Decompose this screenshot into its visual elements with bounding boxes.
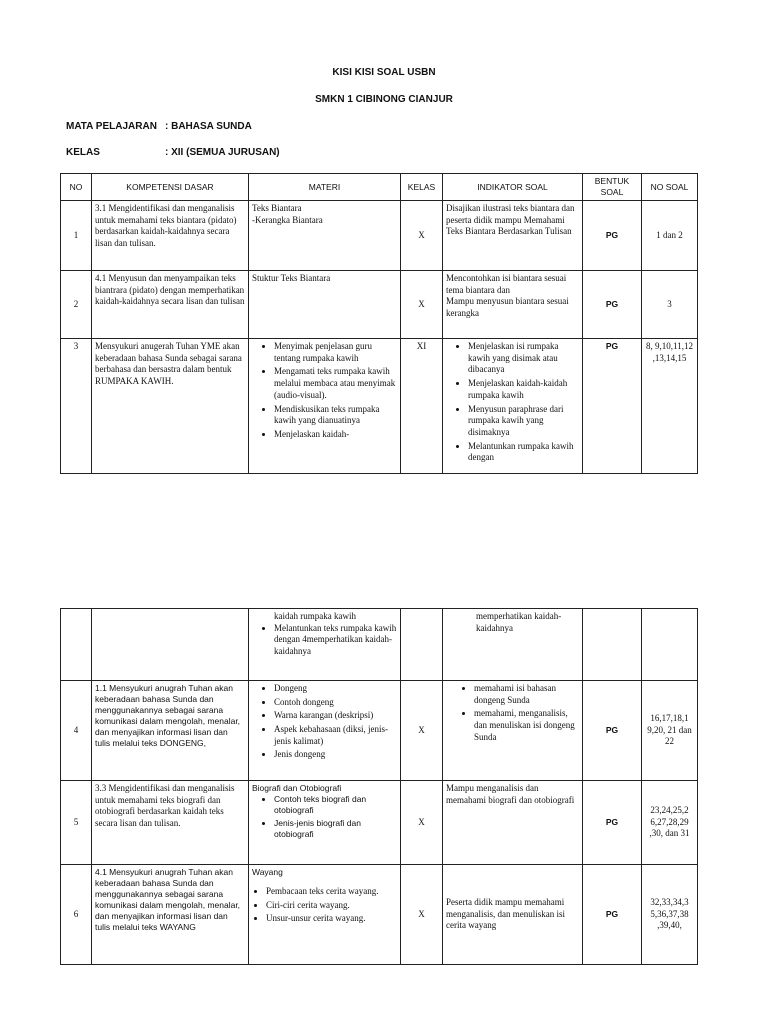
materi-title: Wayang <box>252 867 283 877</box>
row-bentuk <box>583 609 642 681</box>
list-item: • Menjelaskan kaidah- <box>274 429 397 441</box>
row-bentuk: PG <box>583 681 642 781</box>
row-no-soal: 23,24,25,2 6,27,28,29 ,30, dan 31 <box>642 781 698 865</box>
row-no: 3 <box>61 339 92 474</box>
row-bentuk: PG <box>583 201 642 271</box>
col-kelas: KELAS <box>401 174 443 201</box>
row-indikator <box>443 271 583 339</box>
materi-list <box>252 886 397 925</box>
list-item: • Menjelaskan isi rumpaka kawih yang disimak atau dibacanya <box>468 341 579 376</box>
row-no-soal: 8, 9,10,11,12 ,13,14,15 <box>642 339 698 474</box>
row-no: 1 <box>61 201 92 271</box>
table-row <box>61 271 698 339</box>
row-no: 2 <box>61 271 92 339</box>
row-kelas: X <box>401 681 443 781</box>
col-no-soal: NO SOAL <box>642 174 698 201</box>
row-kd: 3.3 Mengidentifikasi dan menganalisis untuk memahami teks biografi dan otobiografi berdasarkan kaidah teks secara lisan dan tulisan. <box>92 781 249 865</box>
row-no-soal: 16,17,18,1 9,20, 21 dan 22 <box>642 681 698 781</box>
row-kd <box>92 609 249 681</box>
kisi-table-page-1 <box>60 173 698 474</box>
row-no-soal: 32,33,34,3 5,36,37,38 ,39,40, <box>642 865 698 965</box>
list-item: • Pembacaan teks cerita wayang. <box>266 886 397 898</box>
row-kelas: X <box>401 201 443 271</box>
list-item: • Melantunkan teks rumpaka kawih dengan 4memperhatikan kaidah-kaidahnya <box>274 623 397 658</box>
list-item: • Melantunkan rumpaka kawih dengan <box>468 441 579 464</box>
row-kd: 1.1 Mensyukuri anugrah Tuhan akan keberadaan bahasa Sunda dan menggunakannya sebagai sarana komunikasi dalam mengolah, menalar, dan menyajikan informasi lisan dan tulis melalui teks DONGENG, <box>92 681 249 781</box>
list-item: • Dongeng <box>274 683 397 695</box>
row-kelas: XI <box>401 339 443 474</box>
materi-list <box>252 341 397 441</box>
row-kd: Mensyukuri anugerah Tuhan YME akan keberadaan bahasa Sunda sebagai sarana berbahasa dan bersastra dalam bentuk RUMPAKA KAWIH. <box>92 339 249 474</box>
row-kd: 4.1 Mensyukuri anugrah Tuhan akan keberadaan bahasa Sunda dan menggunakannya sebagai sarana komunikasi dalam mengolah, menalar, dan menyajikan informasi lisan dan tulis melalui teks WAYANG <box>92 865 249 965</box>
indikator-list <box>446 683 579 743</box>
row-indikator: Disajikan ilustrasi teks biantara dan peserta didik mampu Memahami Teks Biantara Berdasarkan Tulisan <box>443 201 583 271</box>
row-kelas: X <box>401 865 443 965</box>
list-item: • memahami isi bahasan dongeng Sunda <box>474 683 579 706</box>
row-materi <box>249 865 401 965</box>
materi-title: Biografi dan Otobiografi <box>252 783 342 793</box>
row-bentuk: PG <box>583 271 642 339</box>
table-row <box>61 781 698 865</box>
col-bentuk-soal: BENTUK SOAL <box>583 174 642 201</box>
row-no-soal <box>642 609 698 681</box>
list-item: • Jenis-jenis biografi dan otobiografi <box>274 818 397 840</box>
materi-list <box>252 794 397 840</box>
materi-list <box>252 683 397 761</box>
materi-line: kaidah rumpaka kawih <box>274 611 356 621</box>
row-kd: 4.1 Menyusun dan menyampaikan teks biantrara (pidato) dengan memperhatikan kaidah-kaidahnya secara lisan dan tulisan <box>92 271 249 339</box>
row-materi <box>249 339 401 474</box>
col-indikator-soal: INDIKATOR SOAL <box>443 174 583 201</box>
indikator-line: memperhatikan kaidah-kaidahnya <box>476 611 562 633</box>
table-row <box>61 201 698 271</box>
table-row <box>61 339 698 474</box>
row-no <box>61 609 92 681</box>
row-indikator <box>443 681 583 781</box>
row-kd: 3.1 Mengidentifikasi dan menganalisis untuk memahami teks biantara (pidato) berdasarkan kaidah-kaidahnya secara lisan dan tulisan. <box>92 201 249 271</box>
table-row-continued <box>61 609 698 681</box>
row-kelas: X <box>401 781 443 865</box>
class-value: : XII (SEMUA JURUSAN) <box>165 147 280 158</box>
list-item: • Aspek kebahasaan (diksi, jenis-jenis kalimat) <box>274 724 397 747</box>
list-item: • Mendiskusikan teks rumpaka kawih yang dianuatinya <box>274 404 397 427</box>
table-row <box>61 865 698 965</box>
list-item: • Jenis dongeng <box>274 749 397 761</box>
col-kompetensi-dasar: KOMPETENSI DASAR <box>92 174 249 201</box>
row-indikator <box>443 609 583 681</box>
row-no-soal: 1 dan 2 <box>642 201 698 271</box>
row-materi <box>249 201 401 271</box>
row-materi: Stuktur Teks Biantara <box>249 271 401 339</box>
subject-value: : BAHASA SUNDA <box>165 121 252 132</box>
row-no-soal: 3 <box>642 271 698 339</box>
row-no: 6 <box>61 865 92 965</box>
row-indikator: Peserta didik mampu memahami menganalisis, dan menuliskan isi cerita wayang <box>443 865 583 965</box>
row-materi <box>249 781 401 865</box>
list-item: • Menjelaskan kaidah-kaidah rumpaka kawih <box>468 378 579 401</box>
materi-line: Teks Biantara <box>252 203 302 214</box>
list-item: • Unsur-unsur cerita wayang. <box>266 913 397 925</box>
list-item: • Warna karangan (deskripsi) <box>274 710 397 722</box>
row-materi <box>249 681 401 781</box>
kisi-table-page-2 <box>60 608 698 965</box>
row-materi <box>249 609 401 681</box>
col-no: NO <box>61 174 92 201</box>
row-bentuk: PG <box>583 781 642 865</box>
materi-list <box>252 623 397 658</box>
row-bentuk: PG <box>583 339 642 474</box>
list-item: • Ciri-ciri cerita wayang. <box>266 900 397 912</box>
row-kelas <box>401 609 443 681</box>
row-indikator: Mampu menganalisis dan memahami biografi dan otobiografi <box>443 781 583 865</box>
indikator-list <box>446 341 579 464</box>
row-no: 4 <box>61 681 92 781</box>
materi-line: -Kerangka Biantara <box>252 214 323 225</box>
row-no: 5 <box>61 781 92 865</box>
table-header-row <box>61 174 698 201</box>
indikator-line: Mencontohkan isi biantara sesuai tema biantara dan <box>446 273 567 295</box>
row-indikator <box>443 339 583 474</box>
subject-label: MATA PELAJARAN <box>66 121 157 132</box>
indikator-line: Mampu menyusun biantara sesuai kerangka <box>446 296 569 319</box>
list-item: • Menyimak penjelasan guru tentang rumpaka kawih <box>274 341 397 364</box>
list-item: • Contoh dongeng <box>274 697 397 709</box>
class-label: KELAS <box>66 147 100 158</box>
table-row <box>61 681 698 781</box>
row-kelas: X <box>401 271 443 339</box>
list-item: • Mengamati teks rumpaka kawih melalui membaca atau menyimak (audio-visual). <box>274 366 397 401</box>
list-item: • memahami, menganalisis, dan menuliskan isi dongeng Sunda <box>474 708 579 743</box>
school-name: SMKN 1 CIBINONG CIANJUR <box>315 94 453 105</box>
row-bentuk: PG <box>583 865 642 965</box>
list-item: • Menyusun paraphrase dari rumpaka kawih yang disimaknya <box>468 404 579 439</box>
document-title: KISI KISI SOAL USBN <box>332 67 436 78</box>
col-materi: MATERI <box>249 174 401 201</box>
list-item: • Contoh teks biografi dan otobiografi <box>274 794 397 816</box>
